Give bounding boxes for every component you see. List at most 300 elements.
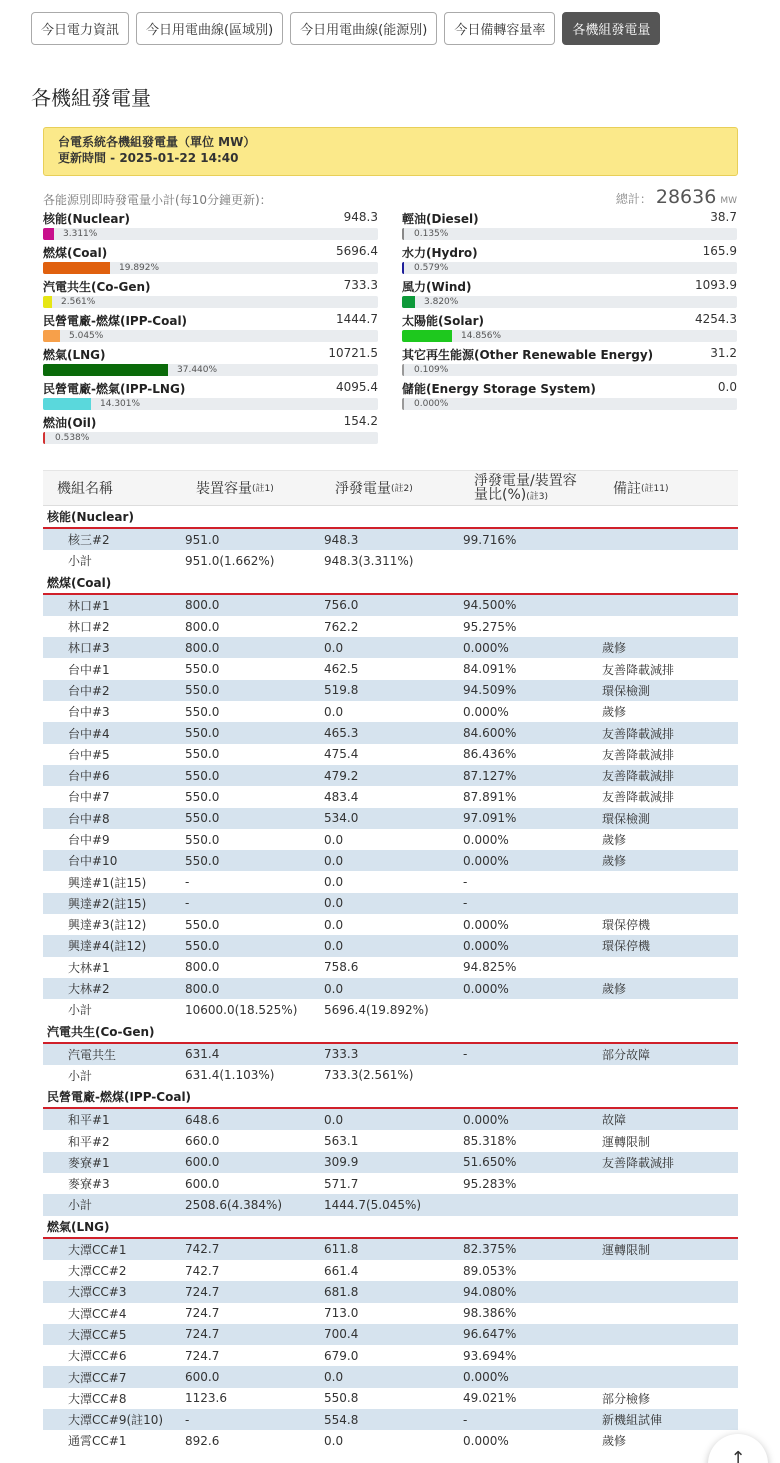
energy-source-item: [402, 380, 737, 414]
cell-capacity: 550.0: [185, 747, 220, 762]
energy-source-name: 核能(Nuclear): [43, 212, 130, 226]
cell-capacity: -: [185, 896, 190, 911]
cell-remark: 友善降載減排: [602, 726, 675, 741]
table-row: [43, 999, 738, 1020]
cell-remark: 運轉限制: [602, 1134, 651, 1149]
cell-capacity: 1123.6: [185, 1391, 227, 1406]
cell-ratio: 84.600%: [463, 726, 517, 741]
table-row: [43, 1260, 738, 1281]
table-row: [43, 978, 738, 999]
total-value: 28636: [655, 186, 717, 208]
table-row: [43, 1303, 738, 1324]
cell-net-output: 756.0: [324, 598, 359, 613]
table-row: [43, 1324, 738, 1345]
energy-source-value: 1444.7: [336, 312, 378, 326]
cell-capacity: 724.7: [185, 1284, 220, 1299]
cell-ratio: 87.891%: [463, 789, 517, 804]
cell-net-output: 0.0: [324, 832, 344, 847]
category-header: 核能(Nuclear): [43, 506, 738, 529]
cell-ratio: 0.000%: [463, 832, 509, 847]
cell-unit-name: 核三#2: [68, 533, 110, 548]
cell-remark: 友善降載減排: [602, 1155, 675, 1170]
cell-unit-name: 小計: [68, 554, 93, 569]
energy-source-percent: 0.579%: [414, 263, 449, 273]
table-row: [43, 744, 738, 765]
cell-net-output: 948.3(3.311%): [324, 553, 414, 568]
energy-source-bar: [402, 364, 737, 376]
cell-capacity: 951.0(1.662%): [185, 553, 275, 568]
cell-ratio: 0.000%: [463, 1433, 509, 1448]
total-unit: MW: [720, 196, 737, 206]
energy-source-item: [402, 244, 737, 278]
energy-source-value: 154.2: [343, 414, 378, 428]
cell-capacity: 550.0: [185, 789, 220, 804]
cell-ratio: 0.000%: [463, 640, 509, 655]
energy-source-bar-fill: [43, 398, 91, 410]
table-row: [43, 722, 738, 743]
tab-0[interactable]: 今日電力資訊: [31, 12, 129, 45]
energy-source-item: [402, 346, 737, 380]
energy-source-bar-fill: [402, 296, 415, 308]
energy-source-percent: 5.045%: [69, 331, 104, 341]
cell-capacity: 600.0: [185, 1370, 220, 1385]
cell-net-output: 0.0: [324, 875, 344, 890]
cell-unit-name: 興達#2(註15): [68, 896, 147, 911]
energy-source-name: 其它再生能源(Other Renewable Energy): [402, 348, 654, 362]
cell-unit-name: 台中#5: [68, 747, 110, 762]
cell-net-output: 758.6: [324, 960, 359, 975]
cell-net-output: 554.8: [324, 1412, 359, 1427]
cell-ratio: -: [463, 1047, 468, 1062]
energy-source-bar-fill: [402, 364, 404, 376]
cell-unit-name: 台中#1: [68, 662, 110, 677]
table-row: [43, 1194, 738, 1215]
tab-4[interactable]: 各機組發電量: [562, 12, 660, 45]
cell-capacity: 550.0: [185, 704, 220, 719]
cell-capacity: 550.0: [185, 662, 220, 677]
cell-capacity: 800.0: [185, 960, 220, 975]
cell-ratio: 84.091%: [463, 662, 517, 677]
cell-ratio: 94.825%: [463, 960, 517, 975]
cell-ratio: 85.318%: [463, 1134, 517, 1149]
energy-source-bar-fill: [43, 432, 45, 444]
energy-source-percent: 0.135%: [414, 229, 449, 239]
table-row: [43, 658, 738, 679]
cell-remark: 歲修: [602, 641, 627, 656]
cell-remark: 部分故障: [602, 1047, 651, 1062]
cell-unit-name: 和平#1: [68, 1113, 110, 1128]
energy-source-bar: [43, 398, 378, 410]
table-row: [43, 529, 738, 550]
cell-net-output: 534.0: [324, 811, 359, 826]
header-capacity: [196, 471, 274, 507]
cell-unit-name: 台中#10: [68, 854, 118, 869]
cell-net-output: 948.3: [324, 532, 359, 547]
cell-capacity: 631.4: [185, 1047, 220, 1062]
table-row: [43, 1173, 738, 1194]
arrow-up-icon: ↑: [730, 1448, 746, 1463]
cell-unit-name: 大林#1: [68, 960, 110, 975]
energy-source-list-left: [43, 210, 378, 448]
generator-table: [43, 470, 738, 1452]
energy-source-name: 太陽能(Solar): [402, 314, 484, 328]
cell-ratio: -: [463, 875, 468, 890]
cell-net-output: 550.8: [324, 1391, 359, 1406]
table-row: [43, 701, 738, 722]
energy-source-bar-fill: [43, 364, 168, 376]
cell-capacity: 724.7: [185, 1327, 220, 1342]
category-header: 汽電共生(Co-Gen): [43, 1021, 738, 1044]
table-row: [43, 850, 738, 871]
energy-source-percent: 3.311%: [63, 229, 98, 239]
header-net-output-note: (註2): [391, 484, 413, 494]
table-row: [43, 1281, 738, 1302]
cell-ratio: 95.283%: [463, 1176, 517, 1191]
cell-capacity: 800.0: [185, 598, 220, 613]
energy-source-bar: [43, 262, 378, 274]
cell-ratio: 94.509%: [463, 683, 517, 698]
cell-unit-name: 和平#2: [68, 1134, 110, 1149]
cell-ratio: 0.000%: [463, 1370, 509, 1385]
cell-capacity: 742.7: [185, 1242, 220, 1257]
energy-source-percent: 2.561%: [61, 297, 96, 307]
cell-net-output: 679.0: [324, 1348, 359, 1363]
cell-capacity: 648.6: [185, 1112, 220, 1127]
energy-source-name: 民營電廠-燃氣(IPP-LNG): [43, 382, 186, 396]
cell-net-output: 0.0: [324, 917, 344, 932]
energy-source-name: 民營電廠-燃煤(IPP-Coal): [43, 314, 188, 328]
header-unit-name: [57, 471, 113, 507]
energy-source-list-right: [402, 210, 737, 414]
cell-net-output: 475.4: [324, 747, 359, 762]
energy-source-value: 4095.4: [336, 380, 378, 394]
tab-bar: [31, 12, 660, 45]
cell-remark: 歲修: [602, 1434, 627, 1449]
cell-capacity: 892.6: [185, 1433, 220, 1448]
cell-unit-name: 大潭CC#7: [68, 1370, 127, 1385]
table-row: [43, 1388, 738, 1409]
energy-source-percent: 37.440%: [177, 365, 218, 375]
cell-unit-name: 林口#3: [68, 641, 110, 656]
energy-source-bar-fill: [43, 296, 52, 308]
cell-remark: 歲修: [602, 833, 627, 847]
table-row: [43, 550, 738, 571]
energy-source-name: 汽電共生(Co-Gen): [43, 280, 151, 294]
cell-capacity: 2508.6(4.384%): [185, 1197, 283, 1212]
energy-source-bar: [43, 296, 378, 308]
cell-unit-name: 大潭CC#8: [68, 1391, 127, 1406]
cell-ratio: 86.436%: [463, 747, 517, 762]
header-ratio: [474, 471, 577, 507]
energy-source-name: 風力(Wind): [402, 280, 472, 294]
energy-source-item: [402, 278, 737, 312]
cell-remark: 故障: [602, 1113, 627, 1128]
cell-remark: 環保檢測: [602, 811, 651, 826]
cell-ratio: 93.694%: [463, 1348, 517, 1363]
energy-source-value: 38.7: [710, 210, 737, 224]
energy-source-name: 燃油(Oil): [43, 416, 97, 430]
cell-unit-name: 汽電共生: [68, 1047, 117, 1062]
category-header: 燃氣(LNG): [43, 1216, 738, 1239]
energy-source-percent: 14.856%: [461, 331, 502, 341]
table-row: [43, 1430, 738, 1451]
cell-ratio: 0.000%: [463, 917, 509, 932]
cell-remark: 友善降載減排: [602, 747, 675, 762]
cell-capacity: -: [185, 875, 190, 890]
energy-source-bar-fill: [43, 262, 110, 274]
cell-unit-name: 台中#7: [68, 790, 110, 805]
energy-source-percent: 14.301%: [100, 399, 141, 409]
header-net-output-label: 淨發電量: [335, 481, 391, 497]
cell-net-output: 0.0: [324, 853, 344, 868]
cell-ratio: 0.000%: [463, 1112, 509, 1127]
table-row: [43, 637, 738, 658]
cell-unit-name: 麥寮#3: [68, 1177, 110, 1192]
cell-unit-name: 台中#3: [68, 705, 110, 720]
cell-unit-name: 興達#3(註12): [68, 918, 147, 933]
energy-source-value: 1093.9: [695, 278, 737, 292]
cell-net-output: 0.0: [324, 1112, 344, 1127]
cell-ratio: 0.000%: [463, 938, 509, 953]
table-header: [43, 470, 738, 506]
energy-source-bar: [43, 364, 378, 376]
cell-ratio: 94.500%: [463, 598, 517, 613]
table-row: [43, 808, 738, 829]
notice-update-time: 更新時間 - 2025-01-22 14:40: [58, 151, 239, 165]
header-remark-note: (註11): [641, 484, 669, 494]
cell-ratio: 89.053%: [463, 1263, 517, 1278]
energy-source-bar: [402, 330, 737, 342]
energy-source-value: 31.2: [710, 346, 737, 360]
header-capacity-label: 裝置容量: [196, 481, 252, 497]
cell-net-output: 0.0: [324, 896, 344, 911]
cell-remark: 部分檢修: [602, 1391, 651, 1406]
summary-caption: 各能源別即時發電量小計(每10分鐘更新)：: [43, 193, 272, 207]
cell-remark: 友善降載減排: [602, 769, 675, 784]
energy-source-bar: [402, 262, 737, 274]
cell-unit-name: 台中#6: [68, 769, 110, 784]
energy-source-item: [43, 210, 378, 244]
cell-remark: 歲修: [602, 982, 627, 997]
cell-capacity: 600.0: [185, 1176, 220, 1191]
table-row: [43, 786, 738, 807]
table-row: [43, 829, 738, 850]
header-ratio-line2: 量比(%): [474, 487, 527, 503]
cell-net-output: 611.8: [324, 1242, 359, 1257]
table-row: [43, 1130, 738, 1151]
cell-unit-name: 小計: [68, 1068, 93, 1083]
cell-capacity: -: [185, 1412, 190, 1427]
energy-source-bar: [402, 398, 737, 410]
cell-capacity: 742.7: [185, 1263, 220, 1278]
cell-net-output: 519.8: [324, 683, 359, 698]
energy-source-item: [43, 278, 378, 312]
cell-net-output: 0.0: [324, 981, 344, 996]
energy-source-percent: 0.538%: [55, 433, 90, 443]
cell-capacity: 951.0: [185, 532, 220, 547]
cell-capacity: 550.0: [185, 938, 220, 953]
cell-capacity: 600.0: [185, 1155, 220, 1170]
cell-capacity: 660.0: [185, 1134, 220, 1149]
tab-2[interactable]: 今日用電曲線(能源別): [290, 12, 437, 45]
cell-net-output: 0.0: [324, 704, 344, 719]
header-remark-label: 備註: [613, 481, 641, 497]
header-capacity-note: (註1): [252, 484, 274, 494]
cell-unit-name: 林口#1: [68, 598, 110, 613]
cell-capacity: 550.0: [185, 853, 220, 868]
energy-source-item: [43, 414, 378, 448]
energy-source-bar-fill: [43, 330, 60, 342]
table-row: [43, 893, 738, 914]
cell-unit-name: 興達#1(註15): [68, 875, 147, 890]
cell-capacity: 724.7: [185, 1306, 220, 1321]
cell-remark: 友善降載減排: [602, 790, 675, 805]
header-net-output: [335, 471, 413, 507]
cell-ratio: 99.716%: [463, 532, 517, 547]
cell-net-output: 661.4: [324, 1263, 359, 1278]
cell-ratio: 98.386%: [463, 1306, 517, 1321]
energy-source-name: 燃氣(LNG): [43, 348, 106, 362]
cell-capacity: 800.0: [185, 619, 220, 634]
cell-ratio: 0.000%: [463, 704, 509, 719]
cell-capacity: 550.0: [185, 726, 220, 741]
cell-net-output: 0.0: [324, 1370, 344, 1385]
table-row: [43, 1409, 738, 1430]
tab-1[interactable]: 今日用電曲線(區域別): [136, 12, 283, 45]
cell-net-output: 309.9: [324, 1155, 359, 1170]
table-row: [43, 595, 738, 616]
update-notice: [43, 127, 738, 176]
cell-ratio: 95.275%: [463, 619, 517, 634]
energy-source-name: 燃煤(Coal): [43, 246, 108, 260]
cell-capacity: 724.7: [185, 1348, 220, 1363]
energy-source-name: 儲能(Energy Storage System): [402, 382, 596, 396]
cell-remark: 環保停機: [602, 939, 651, 954]
cell-remark: 歲修: [602, 854, 627, 869]
cell-remark: 歲修: [602, 705, 627, 720]
category-header: 燃煤(Coal): [43, 572, 738, 595]
table-row: [43, 914, 738, 935]
cell-capacity: 550.0: [185, 917, 220, 932]
table-row: [43, 1109, 738, 1130]
tab-3[interactable]: 今日備轉容量率: [444, 12, 555, 45]
cell-unit-name: 台中#8: [68, 811, 110, 826]
cell-ratio: 82.375%: [463, 1242, 517, 1257]
energy-source-percent: 0.109%: [414, 365, 449, 375]
table-row: [43, 1044, 738, 1065]
energy-source-percent: 19.892%: [119, 263, 160, 273]
category-header: 民營電廠-燃煤(IPP-Coal): [43, 1086, 738, 1109]
cell-unit-name: 小計: [68, 1198, 93, 1213]
energy-source-value: 165.9: [702, 244, 737, 258]
cell-remark: 友善降載減排: [602, 662, 675, 677]
energy-source-name: 輕油(Diesel): [402, 212, 479, 226]
cell-net-output: 1444.7(5.045%): [324, 1197, 422, 1212]
energy-source-item: [43, 312, 378, 346]
energy-source-value: 733.3: [343, 278, 378, 292]
cell-net-output: 571.7: [324, 1176, 359, 1191]
energy-source-value: 10721.5: [328, 346, 378, 360]
cell-remark: 環保檢測: [602, 683, 651, 698]
cell-net-output: 681.8: [324, 1284, 359, 1299]
cell-unit-name: 林口#2: [68, 620, 110, 635]
energy-source-bar: [402, 228, 737, 240]
cell-unit-name: 大潭CC#4: [68, 1306, 127, 1321]
energy-source-percent: 3.820%: [424, 297, 459, 307]
energy-source-bar: [43, 432, 378, 444]
cell-ratio: 97.091%: [463, 811, 517, 826]
cell-net-output: 713.0: [324, 1306, 359, 1321]
table-row: [43, 871, 738, 892]
cell-unit-name: 台中#2: [68, 683, 110, 698]
cell-ratio: 51.650%: [463, 1155, 517, 1170]
cell-capacity: 550.0: [185, 832, 220, 847]
cell-ratio: -: [463, 1412, 468, 1427]
table-row: [43, 1065, 738, 1086]
energy-source-bar-fill: [402, 262, 404, 274]
cell-unit-name: 大林#2: [68, 982, 110, 997]
cell-ratio: 96.647%: [463, 1327, 517, 1342]
cell-ratio: 49.021%: [463, 1391, 517, 1406]
cell-capacity: 631.4(1.103%): [185, 1068, 275, 1083]
energy-source-item: [43, 244, 378, 278]
cell-ratio: -: [463, 896, 468, 911]
cell-net-output: 733.3: [324, 1047, 359, 1062]
energy-source-item: [43, 380, 378, 414]
energy-source-bar: [402, 296, 737, 308]
table-row: [43, 680, 738, 701]
cell-unit-name: 台中#4: [68, 726, 110, 741]
energy-source-percent: 0.000%: [414, 399, 449, 409]
cell-net-output: 483.4: [324, 789, 359, 804]
energy-source-item: [402, 210, 737, 244]
table-row: [43, 1152, 738, 1173]
cell-net-output: 479.2: [324, 768, 359, 783]
cell-remark: 運轉限制: [602, 1242, 651, 1257]
energy-source-value: 5696.4: [336, 244, 378, 258]
cell-capacity: 800.0: [185, 981, 220, 996]
cell-unit-name: 小計: [68, 1003, 93, 1018]
cell-net-output: 5696.4(19.892%): [324, 1002, 429, 1017]
table-row: [43, 935, 738, 956]
total-label: 總計：: [615, 192, 652, 206]
cell-unit-name: 大潭CC#5: [68, 1327, 127, 1342]
cell-net-output: 700.4: [324, 1327, 359, 1342]
cell-ratio: 0.000%: [463, 981, 509, 996]
energy-source-item: [402, 312, 737, 346]
cell-net-output: 733.3(2.561%): [324, 1068, 414, 1083]
header-ratio-line1: 淨發電量/裝置容: [474, 473, 577, 489]
energy-source-bar: [43, 330, 378, 342]
cell-capacity: 10600.0(18.525%): [185, 1002, 298, 1017]
energy-source-bar-fill: [402, 398, 404, 410]
header-remark: [613, 471, 668, 507]
cell-remark: 環保停機: [602, 918, 651, 933]
energy-source-value: 0.0: [717, 380, 737, 394]
cell-unit-name: 通霄CC#1: [68, 1434, 127, 1449]
energy-source-value: 4254.3: [695, 312, 737, 326]
table-body: [43, 506, 738, 1452]
cell-net-output: 563.1: [324, 1134, 359, 1149]
cell-unit-name: 台中#9: [68, 833, 110, 847]
cell-capacity: 550.0: [185, 768, 220, 783]
cell-unit-name: 大潭CC#1: [68, 1242, 127, 1257]
cell-capacity: 800.0: [185, 640, 220, 655]
cell-net-output: 462.5: [324, 662, 359, 677]
cell-ratio: 87.127%: [463, 768, 517, 783]
cell-capacity: 550.0: [185, 683, 220, 698]
table-row: [43, 616, 738, 637]
